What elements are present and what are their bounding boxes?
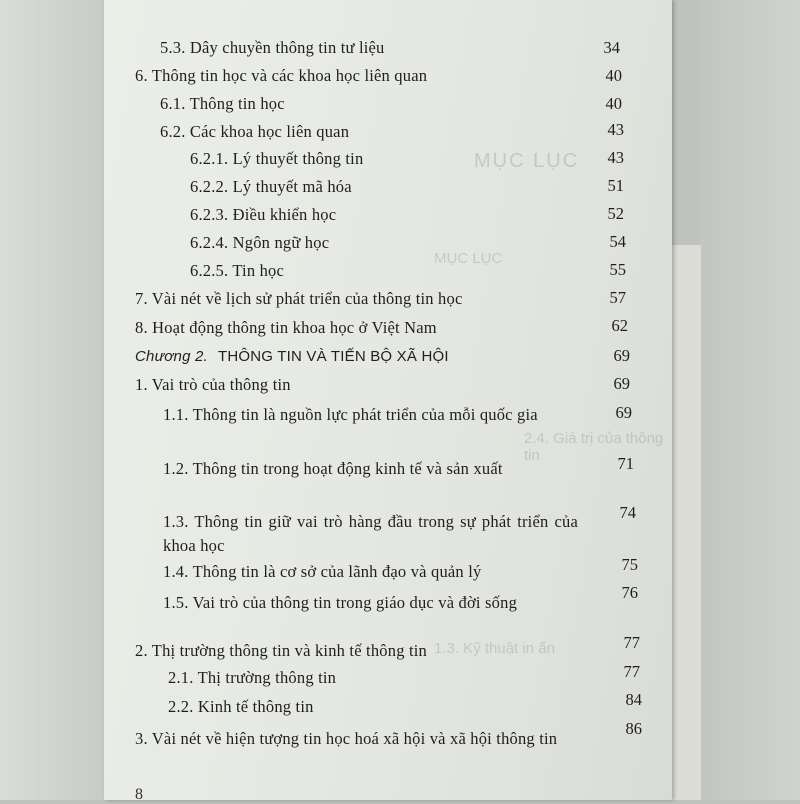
background-left xyxy=(0,0,104,800)
toc-entry-title: 1.3. Thông tin giữ vai trò hàng đầu trong sự phát triển của khoa học xyxy=(163,512,578,555)
toc-entry-page: 69 xyxy=(615,403,632,422)
toc-entry-title: 2. Thị trường thông tin và kinh tế thông tin xyxy=(135,641,427,660)
toc-entry-page: 62 xyxy=(611,316,628,335)
toc-entry-title: 6.2.2. Lý thuyết mã hóa xyxy=(190,177,352,196)
toc-entry-title: 6.2. Các khoa học liên quan xyxy=(160,122,350,141)
toc-entry-title: 6.1. Thông tin học xyxy=(160,94,285,113)
toc-entry-title: 6.2.4. Ngôn ngữ học xyxy=(190,233,330,252)
toc-entry-page: 71 xyxy=(617,454,634,473)
toc-entry-page: 77 xyxy=(623,662,640,681)
toc-entry-page: 51 xyxy=(607,176,624,195)
toc-entry-title: 3. Vài nét về hiện tượng tin học hoá xã hội và xã hội thông tin xyxy=(135,729,558,748)
toc-entry-title: 1.5. Vai trò của thông tin trong giáo dục và đời sống xyxy=(163,593,518,612)
toc-entry-title: 6. Thông tin học và các khoa học liên quan xyxy=(135,66,428,85)
page-number: 8 xyxy=(135,786,143,803)
toc-entry-page: 40 xyxy=(605,94,622,113)
toc-entry-page: 54 xyxy=(609,232,626,251)
toc-entry-title: 1. Vai trò của thông tin xyxy=(135,375,291,394)
chapter-title: THÔNG TIN VÀ TIẾN BỘ XÃ HỘI xyxy=(218,348,449,365)
toc-entry-page: 77 xyxy=(623,633,640,652)
show-through-text: MỤC LỤC xyxy=(434,250,503,267)
show-through-text: 1.3. Kỹ thuật in ấn xyxy=(434,640,555,657)
toc-entry-page: 74 xyxy=(619,503,636,522)
toc-entry-page: 69 xyxy=(613,374,630,393)
toc-entry-page: 43 xyxy=(607,148,624,167)
toc-entry-page: 43 xyxy=(607,120,624,139)
toc-entry-title: 6.2.5. Tin học xyxy=(190,261,285,280)
toc-entry-title: 1.4. Thông tin là cơ sở của lãnh đạo và quản lý xyxy=(163,562,482,581)
toc-entry-page: 55 xyxy=(609,260,626,279)
toc-entry-page: 52 xyxy=(607,204,624,223)
toc-entry-page: 86 xyxy=(625,719,642,738)
toc-entry-title: 1.2. Thông tin trong hoạt động kinh tế và sản xuất xyxy=(163,459,503,478)
toc-entry-page: 76 xyxy=(621,583,638,602)
toc-entry-title: 6.2.1. Lý thuyết thông tin xyxy=(190,149,364,168)
chapter-label: Chương 2. xyxy=(135,348,208,365)
toc-entry-title: 1.1. Thông tin là nguồn lực phát triển của mỗi quốc gia xyxy=(163,405,538,424)
show-through-text: 2.4. Giá trị của thông tin xyxy=(524,430,664,464)
toc-entry-page: 69 xyxy=(613,346,630,365)
toc-entry-page: 57 xyxy=(609,288,626,307)
toc-entry-title: 6.2.3. Điều khiển học xyxy=(190,205,337,224)
background-right xyxy=(700,0,800,800)
toc-entry-page: 34 xyxy=(603,38,620,57)
toc-entry-page: 84 xyxy=(625,690,642,709)
toc-entry-title: 7. Vài nét về lịch sử phát triển của thông tin học xyxy=(135,289,463,308)
toc-entry-page: 75 xyxy=(621,555,638,574)
show-through-text: MỤC LỤC xyxy=(474,150,580,172)
toc-entry-title: 2.2. Kinh tế thông tin xyxy=(168,697,314,716)
toc-entry-page: 40 xyxy=(605,66,622,85)
toc-entry-title: 8. Hoạt động thông tin khoa học ở Việt Nam xyxy=(135,318,437,337)
toc-entry-title: 2.1. Thị trường thông tin xyxy=(168,668,337,687)
toc-entry-title: 5.3. Dây chuyền thông tin tư liệu xyxy=(160,38,385,57)
